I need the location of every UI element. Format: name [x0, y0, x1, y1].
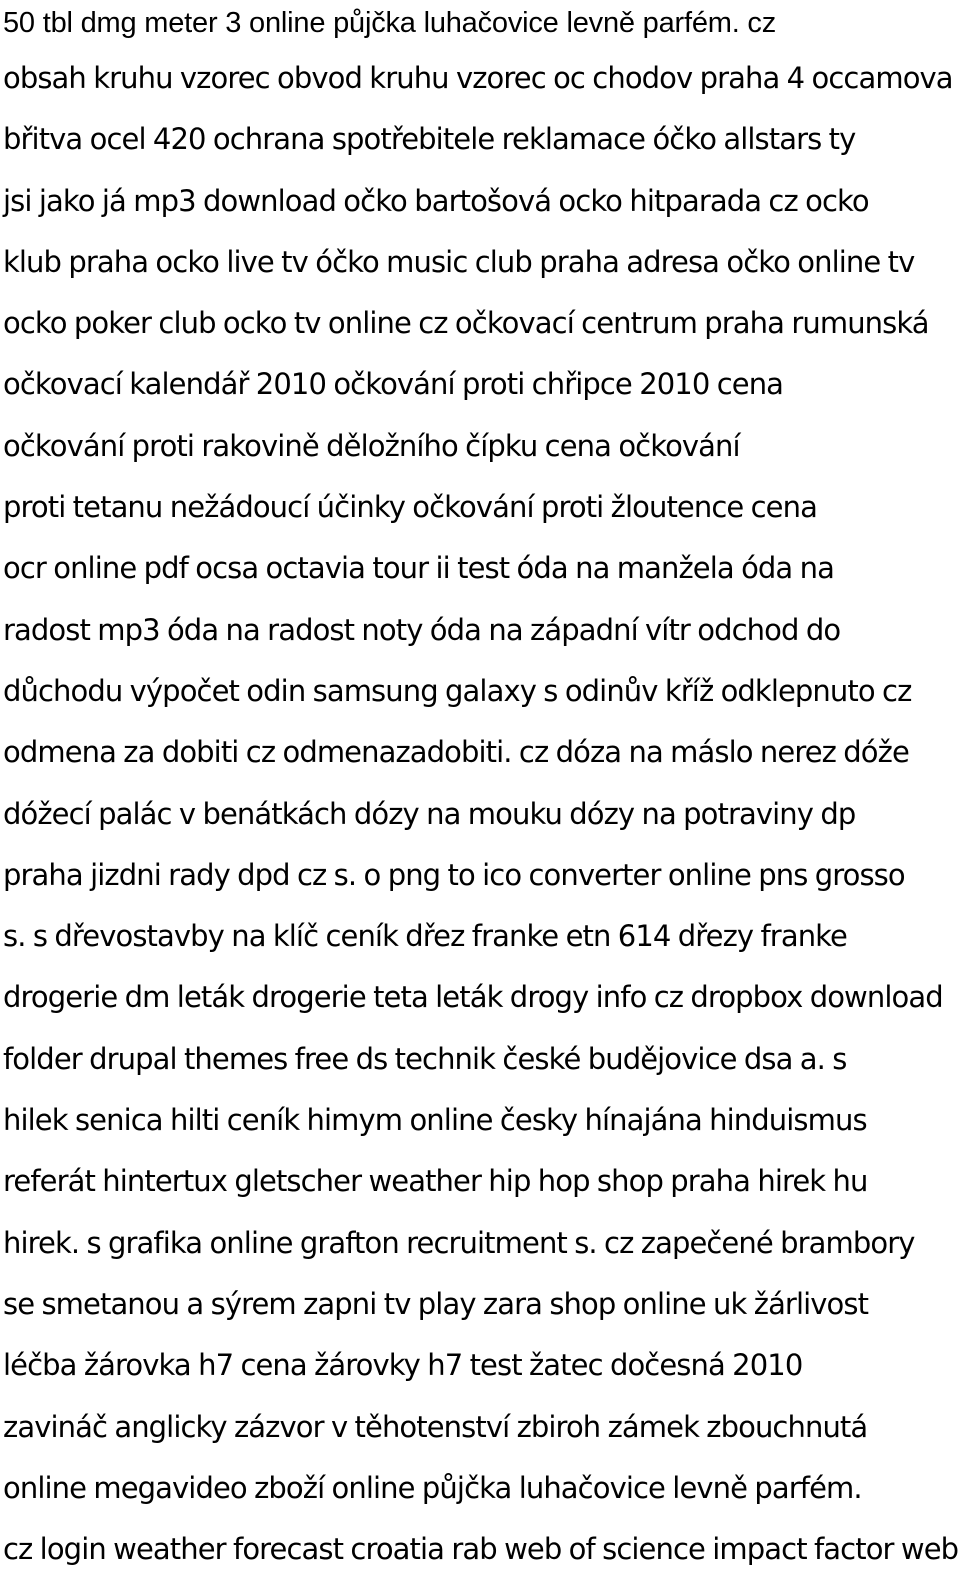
text-line: radost mp3 óda na radost noty óda na západní vítr odchod do: [3, 612, 841, 647]
text-line: jsi jako já mp3 download očko bartošová ocko hitparada cz ocko: [3, 183, 869, 218]
text-line: hilek senica hilti ceník himym online česky hínajána hinduismus: [3, 1103, 867, 1138]
text-line: klub praha ocko live tv óčko music club praha adresa očko online tv: [3, 244, 915, 279]
text-line: obsah kruhu vzorec obvod kruhu vzorec oc chodov praha 4 occamova: [3, 61, 953, 95]
text-line: proti tetanu nežádoucí účinky očkování proti žloutence cena: [3, 490, 817, 525]
text-line: referát hintertux gletscher weather hip hop shop praha hirek hu: [3, 1164, 868, 1199]
text-line: 50 tbl dmg meter 3 online půjčka luhačovice levně parfém. cz: [3, 7, 777, 39]
text-line: cz login weather forecast croatia rab web of science impact factor web: [3, 1532, 959, 1567]
text-line: zavináč anglicky zázvor v těhotenství zbiroh zámek zbouchnutá: [3, 1409, 868, 1444]
text-line: dóžecí palác v benátkách dózy na mouku dózy na potraviny dp: [3, 796, 856, 831]
text-line: s. s dřevostavby na klíč ceník dřez franke etn 614 dřezy franke: [3, 919, 847, 954]
text-line: očkovací kalendář 2010 očkování proti chřipce 2010 cena: [3, 367, 784, 402]
text-line: očkování proti rakovině děložního čípku cena očkování: [3, 428, 740, 463]
text-line: folder drupal themes free ds technik české budějovice dsa a. s: [3, 1041, 847, 1076]
text-line: drogerie dm leták drogerie teta leták drogy info cz dropbox download: [3, 980, 943, 1015]
text-line: léčba žárovka h7 cena žárovky h7 test žatec dočesná 2010: [3, 1348, 803, 1383]
text-line: se smetanou a sýrem zapni tv play zara shop online uk žárlivost: [3, 1286, 869, 1321]
text-line: odmena za dobiti cz odmenazadobiti. cz dóza na máslo nerez dóže: [3, 735, 909, 770]
text-line: praha jizdni rady dpd cz s. o png to ico converter online pns grosso: [3, 857, 905, 892]
text-line: online megavideo zboží online půjčka luhačovice levně parfém.: [3, 1470, 862, 1505]
text-line: důchodu výpočet odin samsung galaxy s odinův kříž odklepnuto cz: [3, 673, 912, 708]
text-line: ocr online pdf ocsa octavia tour ii test óda na manžela óda na: [3, 551, 834, 586]
text-line: hirek. s grafika online grafton recruitment s. cz zapečené brambory: [3, 1225, 915, 1260]
text-line: ocko poker club ocko tv online cz očkovací centrum praha rumunská: [3, 306, 929, 341]
text-line: břitva ocel 420 ochrana spotřebitele reklamace óčko allstars ty: [3, 122, 856, 157]
document-body: [3, 0, 960, 1584]
